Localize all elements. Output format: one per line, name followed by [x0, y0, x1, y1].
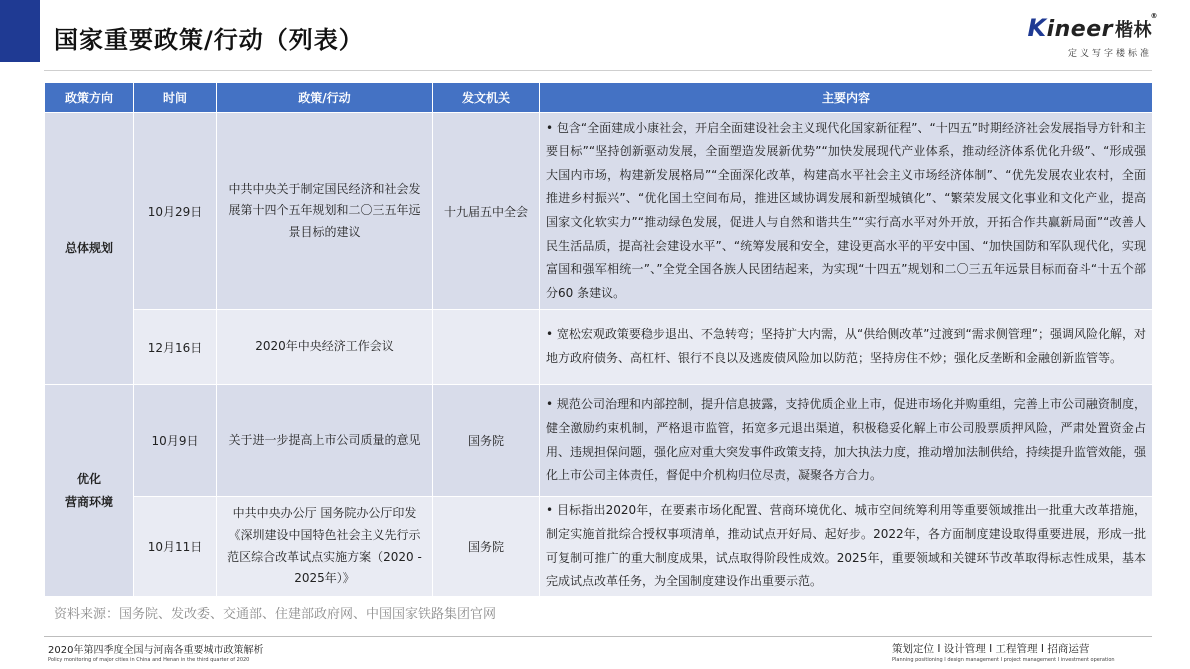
- time-cell: 12月16日: [134, 310, 217, 385]
- table-header-row: [45, 83, 1153, 113]
- title-accent-rule: [38, 0, 40, 62]
- content-cell: • 包含“全面建成小康社会，开启全面建设社会主义现代化国家新征程”、“十四五”时期经济社会发展指导方针和主要目标”“坚持创新驱动发展，全面塑造发展新优势”“加快发展现代产业体系，推动经济体系优化升级”、“形成强大国内市场，构建新发展格局”“全面深化改革，构建高水平社会主义市场经济体制”、“优先发展农业农村，全面推进乡村振兴”、“优化国土空间布局，推进区域协调发展和新型城镇化”、“繁荣发展文化事业和文化产业，提高国家文化软实力”“推动绿色发展，促进人与自然和谐共生”“实行高水平对外开放，开拓合作共赢新局面”“改善人民生活品质，提高社会建设水平”、“统筹发展和安全，建设更高水平的平安中国、“加快国防和军队现代化，实现富国和强军相统一”、”全党全国各族人民团结起来，为实现“十四五”规划和二〇三五年远景目标而奋斗“十五个部分60 条建议。: [540, 113, 1153, 310]
- source-note: 资料来源：国务院、发改委、交通部、住建部政府网、中国国家铁路集团官网: [54, 607, 497, 622]
- direction-cell-overall-planning: 总体规划: [45, 113, 134, 385]
- footer-report-title: 2020年第四季度全国与河南各重要城市政策解析: [48, 645, 264, 656]
- registered-mark: ®: [1150, 12, 1158, 20]
- agency-cell: 国务院: [433, 497, 540, 597]
- policy-table: [44, 82, 1153, 597]
- time-cell: 10月9日: [134, 385, 217, 497]
- policy-cell: 关于进一步提高上市公司质量的意见: [217, 385, 433, 497]
- content-cell: • 宽松宏观政策要稳步退出、不急转弯；坚持扩大内需，从“供给侧改革”过渡到“需求侧管理”；强调风险化解，对地方政府债务、高杠杆、银行不良以及逃废债风险加以防范；坚持房住不炒；强化反垄断和金融创新监管等。: [540, 310, 1153, 385]
- logo-chinese: 楷林: [1115, 20, 1152, 41]
- agency-cell: 十九届五中全会: [433, 113, 540, 310]
- content-cell: • 规范公司治理和内部控制，提升信息披露，支持优质企业上市，促进市场化并购重组，完善上市公司融资制度，健全激励约束机制，严格退市监管，拓宽多元退出渠道，积极稳妥化解上市公司股票质押风险，严肃处置资金占用、违规担保问题，强化应对重大突发事件政策支持，加大执法力度，推动增加法制供给，持续提升监管效能，强化上市公司主体责任，督促中介机构归位尽责，凝聚各方合力。: [540, 385, 1153, 497]
- policy-cell: 2020年中央经济工作会议: [217, 310, 433, 385]
- kineer-logo: [1027, 12, 1158, 59]
- time-cell: 10月11日: [134, 497, 217, 597]
- corner-accent-block: [0, 0, 38, 62]
- direction-label-line1: 优化: [76, 471, 101, 486]
- table-row: [45, 497, 1153, 597]
- table-row: [45, 113, 1153, 310]
- table-row: [45, 385, 1153, 497]
- policy-cell: 中共中央关于制定国民经济和社会发展第十四个五年规划和二〇三五年远景目标的建议: [217, 113, 433, 310]
- page-title: 国家重要政策/行动（列表）: [54, 26, 364, 54]
- policy-cell: 中共中央办公厅 国务院办公厅印发《深圳建设中国特色社会主义先行示范区综合改革试点实施方案（2020 - 2025年）》: [217, 497, 433, 597]
- column-header-content: 主要内容: [540, 83, 1153, 113]
- footer-report-subtitle: Policy monitoring of major cities in China and Henan in the third quarter of 2020: [48, 657, 250, 663]
- time-cell: 10月29日: [134, 113, 217, 310]
- logo-wordmark: [1027, 12, 1158, 42]
- column-header-direction: 政策方向: [45, 83, 134, 113]
- column-header-time: 时间: [134, 83, 217, 113]
- footer-services-english: Planning positioning I design management I project management I investment operation: [892, 657, 1115, 663]
- column-header-agency: 发文机关: [433, 83, 540, 113]
- table-row: [45, 310, 1153, 385]
- column-header-policy: 政策/行动: [217, 83, 433, 113]
- logo-tagline: 定义写字楼标准: [1067, 49, 1152, 59]
- header-divider: [44, 70, 1152, 71]
- content-cell: • 目标指出2020年，在要素市场化配置、营商环境优化、城市空间统筹利用等重要领域推出一批重大改革措施，制定实施首批综合授权事项清单，推动试点开好局、起好步。2022年，各方面制度建设取得重要进展，形成一批可复制可推广的重大制度成果，试点取得阶段性成效。2025年，重要领域和关键环节改革取得标志性成果，基本完成试点改革任务，为全国制度建设作出重要示范。: [540, 497, 1153, 597]
- logo-latin-rest: ineer: [1046, 17, 1113, 42]
- footer-services: 策划定位 I 设计管理 I 工程管理 I 招商运营: [892, 643, 1090, 655]
- logo-k-letter: K: [1027, 14, 1047, 42]
- agency-cell: [433, 310, 540, 385]
- agency-cell: 国务院: [433, 385, 540, 497]
- direction-cell-business-environment: [45, 385, 134, 597]
- direction-label-line2: 营商环境: [64, 494, 113, 509]
- footer-divider: [44, 636, 1152, 637]
